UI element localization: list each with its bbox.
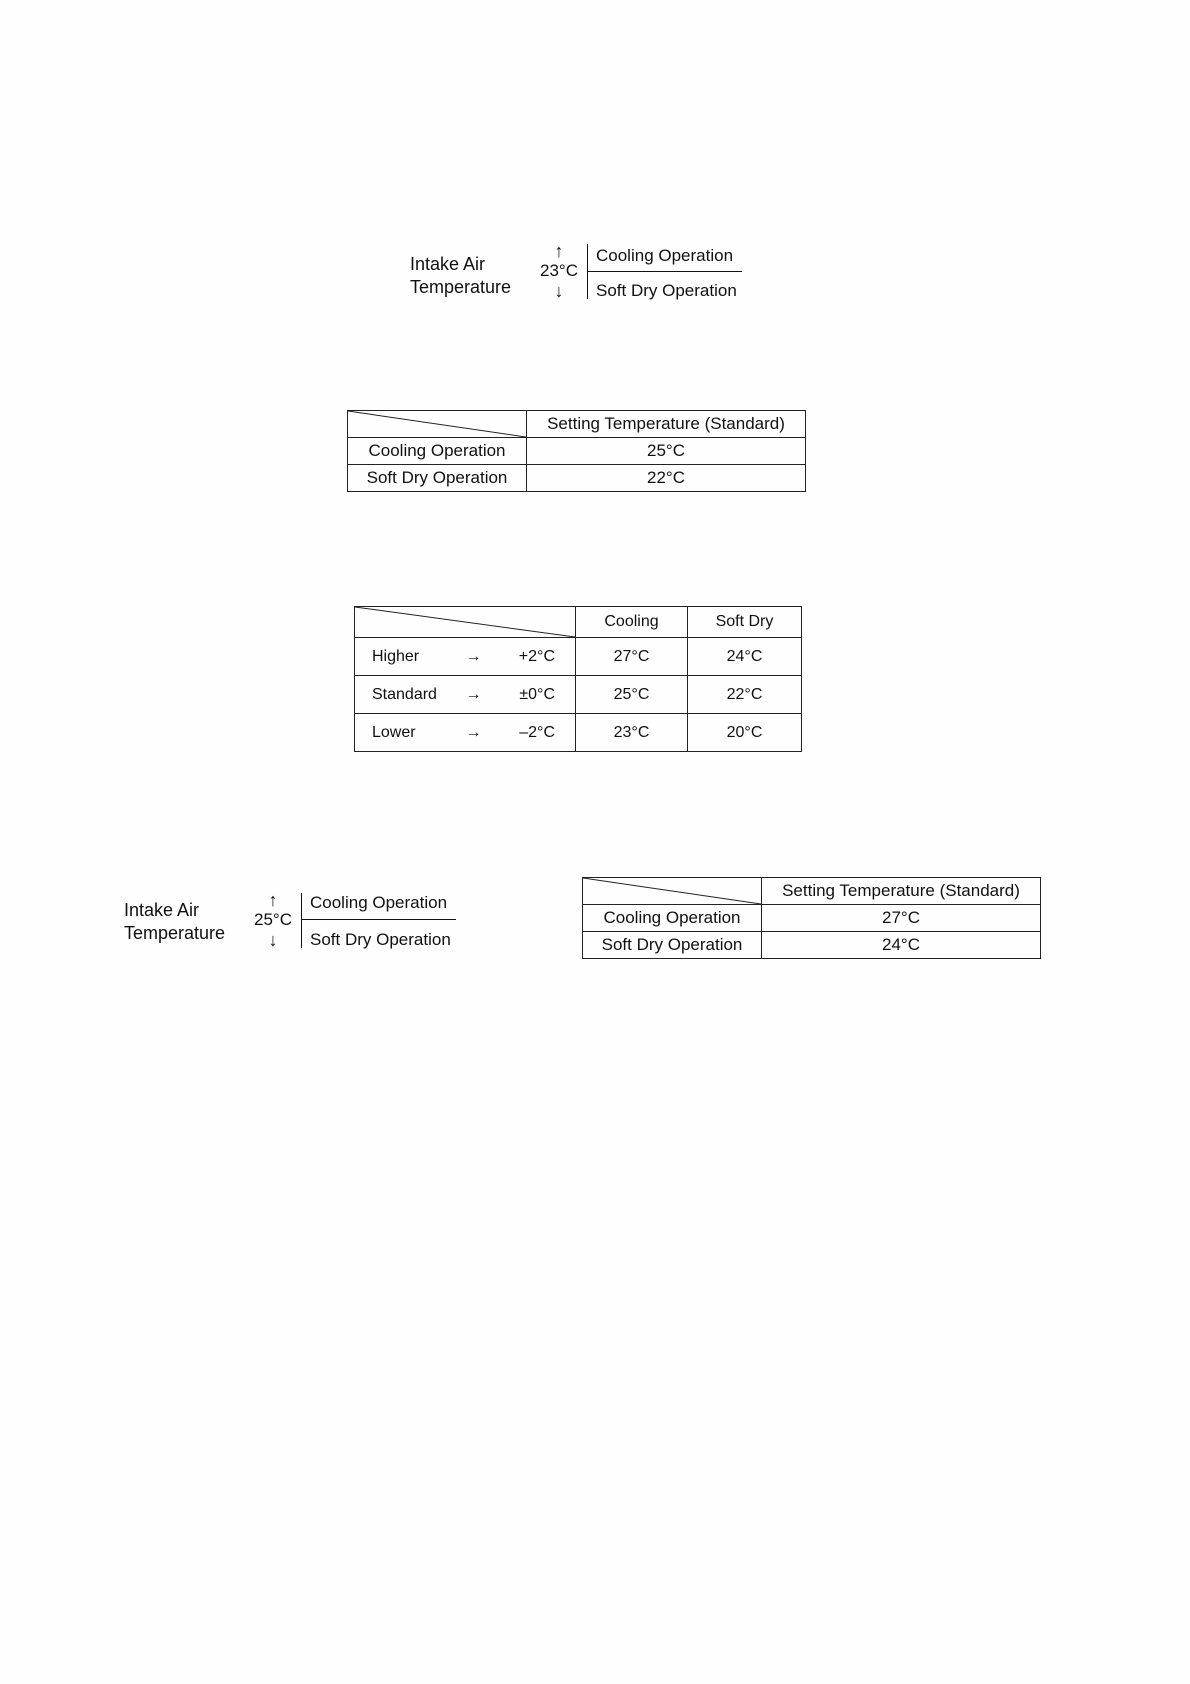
cooling-value: 25°C (576, 676, 688, 714)
threshold-temperature: 23°C (540, 261, 578, 280)
threshold-temperature: 25°C (254, 910, 292, 929)
cooling-value: 27°C (576, 638, 688, 676)
row-adjust: –2°C (519, 723, 555, 741)
column-header: Setting Temperature (Standard) (762, 878, 1041, 905)
table-row (348, 438, 806, 465)
table-row (348, 465, 806, 492)
row-label-cell (355, 638, 576, 676)
threshold-column (537, 241, 581, 301)
row-value: 25°C (527, 438, 806, 465)
column-header: Setting Temperature (Standard) (527, 411, 806, 438)
diagonal-header-cell (355, 607, 576, 638)
table-header-row (583, 878, 1041, 905)
arrow-right-icon: → (465, 647, 482, 665)
up-arrow-icon: ↑ (268, 890, 278, 910)
temperature-adjustment-table (354, 606, 802, 752)
table-row (583, 932, 1041, 959)
row-adjust: ±0°C (519, 685, 555, 703)
row-label: Soft Dry Operation (583, 932, 762, 959)
row-label: Standard (372, 685, 437, 703)
up-arrow-icon: ↑ (554, 241, 564, 261)
row-label-cell (355, 676, 576, 714)
row-value: 22°C (527, 465, 806, 492)
setting-temperature-table-2 (582, 877, 1041, 959)
row-label: Lower (372, 723, 416, 741)
row-label-cell (355, 714, 576, 752)
diagonal-header-cell (583, 878, 762, 905)
row-label: Soft Dry Operation (348, 465, 527, 492)
row-value: 27°C (762, 905, 1041, 932)
soft-dry-value: 20°C (688, 714, 802, 752)
lower-operation-label: Soft Dry Operation (596, 281, 737, 300)
cooling-value: 23°C (576, 714, 688, 752)
column-header-cooling: Cooling (576, 607, 688, 638)
table-row (583, 905, 1041, 932)
table-row (355, 676, 802, 714)
lower-operation-label: Soft Dry Operation (310, 930, 451, 949)
row-value: 24°C (762, 932, 1041, 959)
upper-operation-label: Cooling Operation (310, 893, 448, 912)
column-header-soft-dry: Soft Dry (688, 607, 802, 638)
soft-dry-value: 22°C (688, 676, 802, 714)
row-adjust: +2°C (518, 647, 555, 665)
diagonal-header-cell (348, 411, 527, 438)
down-arrow-icon: ↓ (554, 281, 564, 301)
table-row (355, 714, 802, 752)
table-header-row (355, 607, 802, 638)
divider-horizontal (301, 919, 456, 920)
row-label: Cooling Operation (348, 438, 527, 465)
table-header-row (348, 411, 806, 438)
upper-operation-label: Cooling Operation (596, 246, 734, 265)
row-label: Cooling Operation (583, 905, 762, 932)
arrow-right-icon: → (465, 723, 482, 741)
table-row (355, 638, 802, 676)
arrow-right-icon: → (465, 685, 482, 703)
divider-vertical (301, 893, 302, 948)
divider-horizontal (587, 271, 742, 272)
intake-air-temperature-label: Intake Air Temperature (124, 900, 226, 943)
threshold-column (251, 890, 295, 950)
row-label: Higher (372, 647, 420, 665)
down-arrow-icon: ↓ (268, 930, 278, 950)
soft-dry-value: 24°C (688, 638, 802, 676)
setting-temperature-table-1 (347, 410, 806, 492)
intake-air-temperature-label: Intake Air Temperature (410, 254, 512, 297)
